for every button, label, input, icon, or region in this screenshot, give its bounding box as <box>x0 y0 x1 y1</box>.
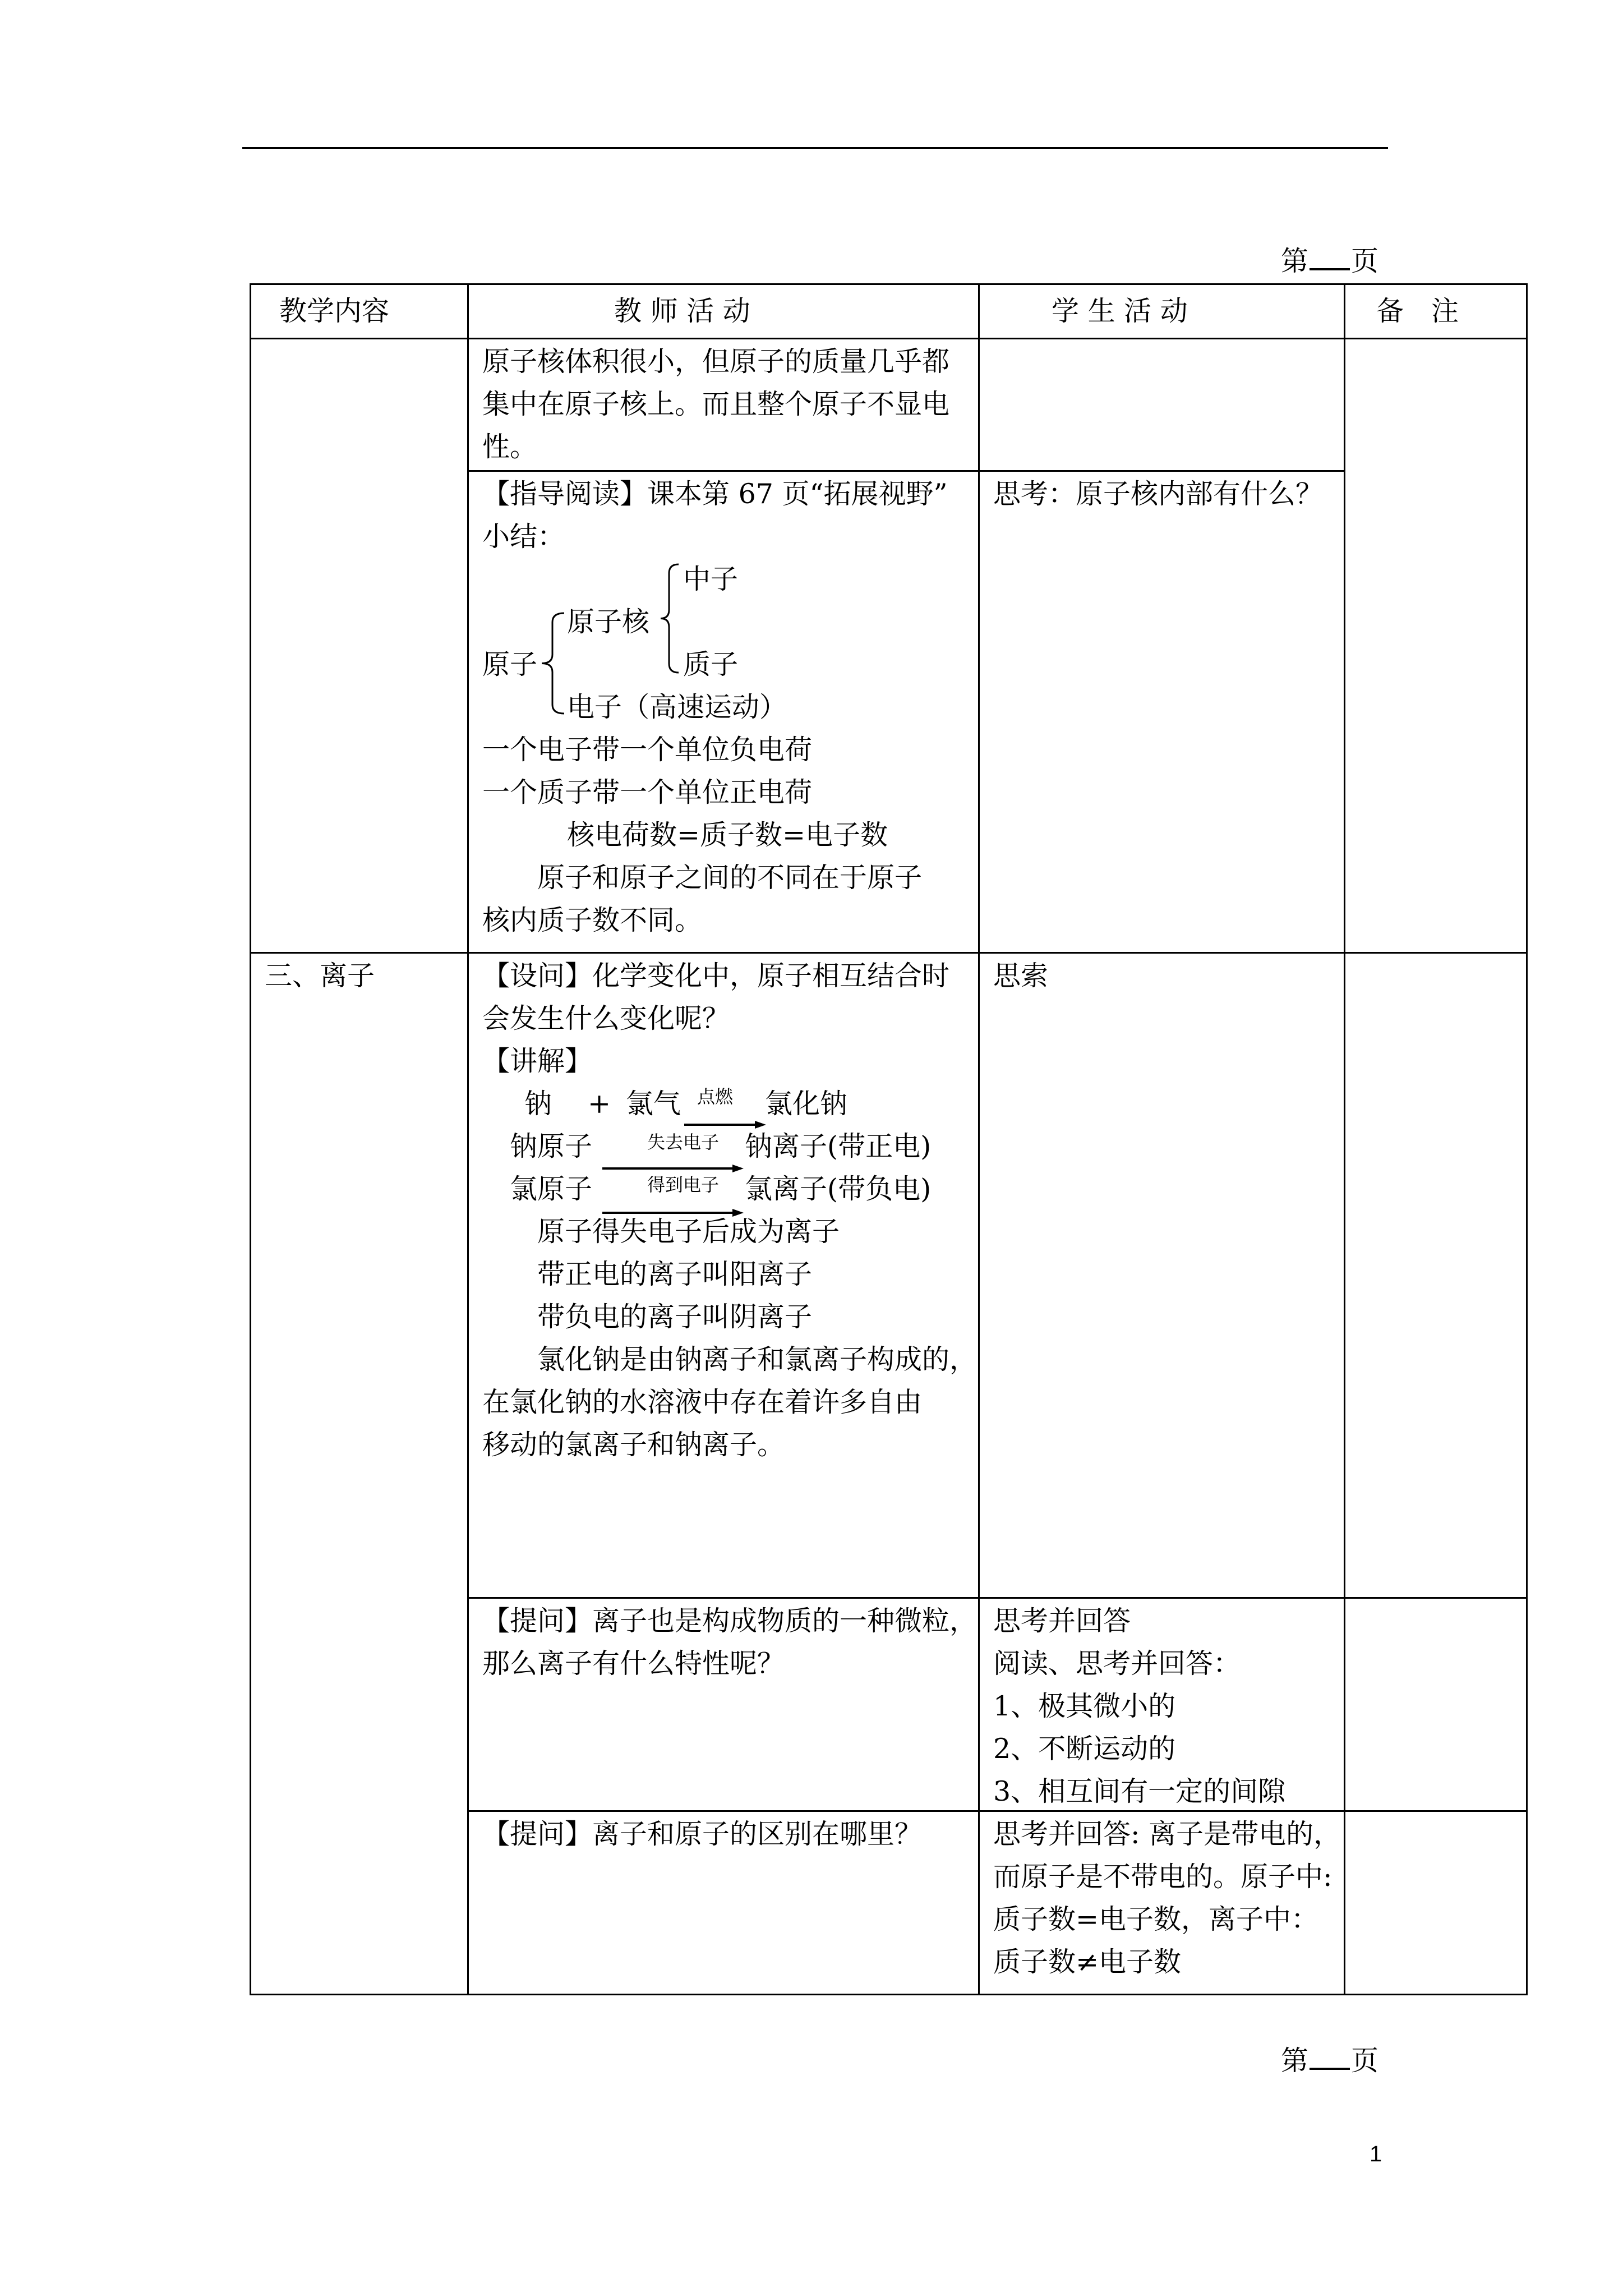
text-line: 思索 <box>993 960 1049 992</box>
text-line: 核电荷数=质子数=电子数 <box>567 819 888 851</box>
teacher-cell-ion-difference <box>469 1812 980 1995</box>
sodium-ion-label: 钠离子(带正电) <box>745 1130 932 1162</box>
text-line: 小结： <box>482 521 565 553</box>
text-line: 在氯化钠的水溶液中存在着许多自由 <box>482 1386 923 1418</box>
page-label-bottom <box>1281 2040 1378 2082</box>
text-line: 原子和原子之间的不同在于原子 <box>537 862 923 894</box>
student-cell-ion-properties <box>980 1599 1345 1812</box>
text-line: 质子数=电子数，离子中： <box>993 1903 1319 1935</box>
text-line: 【设问】化学变化中，原子相互结合时 <box>482 960 950 992</box>
atom-structure-diagram <box>482 558 974 729</box>
content-cell-ion <box>251 954 469 1995</box>
header-teaching-content: 教学内容 <box>251 285 469 339</box>
plus-sign: + <box>588 1088 611 1120</box>
header-notes: 备 注 <box>1345 285 1528 339</box>
teacher-cell-ion-properties <box>469 1599 980 1812</box>
teacher-cell-ion-explanation <box>469 954 980 1599</box>
text-line: 带负电的离子叫阴离子 <box>537 1301 813 1333</box>
text-line: 会发生什么变化呢？ <box>482 1002 730 1034</box>
page-label-suffix: 页 <box>1351 2045 1379 2077</box>
header-student-activity: 学 生 活 动 <box>980 285 1345 339</box>
student-cell-atom-intro <box>980 339 1345 472</box>
page-number: 1 <box>1370 2142 1382 2166</box>
text-line: 1、极其微小的 <box>993 1690 1176 1722</box>
proton-label: 质子 <box>683 648 739 680</box>
header-rule <box>242 147 1388 149</box>
text-line: 【提问】离子也是构成物质的一种微粒， <box>482 1605 978 1637</box>
student-cell-ion-difference <box>980 1812 1345 1995</box>
text-line: 阅读、思考并回答： <box>993 1648 1241 1680</box>
text-line: 带正电的离子叫阳离子 <box>537 1258 813 1290</box>
student-cell-atom-structure <box>980 472 1345 954</box>
page-label-prefix: 第 <box>1281 245 1309 277</box>
gain-electron-label: 得到电子 <box>647 1174 719 1195</box>
sodium-ionization <box>482 1125 974 1168</box>
section-title: 三、离子 <box>265 960 375 992</box>
product-sodium-chloride: 氯化钠 <box>765 1088 848 1120</box>
nucleus-label: 原子核 <box>567 606 650 638</box>
sodium-atom-label: 钠原子 <box>510 1130 593 1162</box>
reactant-sodium: 钠 <box>524 1088 552 1120</box>
notes-cell-ion-properties <box>1345 1599 1528 1812</box>
ionization-arrow-icon <box>602 1206 744 1220</box>
page-label-top <box>1281 240 1378 283</box>
neutron-label: 中子 <box>683 563 739 595</box>
text-line: 原子核体积很小，但原子的质量几乎都 <box>482 346 950 378</box>
text-line: 氯化钠是由钠离子和氯离子构成的， <box>537 1343 978 1375</box>
text-line: 那么离子有什么特性呢？ <box>482 1648 785 1680</box>
atom-label: 原子 <box>482 648 538 680</box>
text-line: 3、相互间有一定的间隙 <box>993 1775 1286 1807</box>
lesson-plan-table <box>250 283 1528 1995</box>
teacher-cell-atom-structure <box>469 472 980 954</box>
chlorine-ionization <box>482 1168 974 1211</box>
text-line: 一个电子带一个单位负电荷 <box>482 734 813 766</box>
header-teacher-activity: 教 师 活 动 <box>469 285 980 339</box>
reaction-equation <box>482 1083 974 1125</box>
notes-cell-atom <box>1345 339 1528 954</box>
text-line: 【指导阅读】课本第 67 页“拓展视野” <box>482 478 948 510</box>
page-label-suffix: 页 <box>1351 245 1379 277</box>
page-label-prefix: 第 <box>1281 2045 1309 2077</box>
text-line: 思考并回答: 离子是带电的， <box>993 1818 1341 1850</box>
text-line: 【讲解】 <box>482 1045 593 1077</box>
page-number-blank <box>1310 243 1350 270</box>
text-line: 思考并回答 <box>993 1605 1131 1637</box>
content-cell-atom <box>251 339 469 954</box>
text-line: 原子得失电子后成为离子 <box>537 1216 840 1248</box>
chloride-ion-label: 氯离子(带负电) <box>745 1173 932 1205</box>
student-cell-ion-explanation <box>980 954 1345 1599</box>
reactant-chlorine: 氯气 <box>626 1088 681 1120</box>
text-line: 【提问】离子和原子的区别在哪里？ <box>482 1818 923 1850</box>
text-line: 移动的氯离子和钠离子。 <box>482 1429 785 1461</box>
notes-cell-ion-difference <box>1345 1812 1528 1995</box>
electron-label: 电子（高速运动） <box>567 691 787 723</box>
text-line: 核内质子数不同。 <box>482 904 703 936</box>
text-line: 集中在原子核上。而且整个原子不显电 <box>482 388 950 420</box>
text-line: 性。 <box>482 431 538 463</box>
page-number-blank <box>1310 2043 1350 2070</box>
text-line: 思考：原子核内部有什么？ <box>993 478 1324 510</box>
text-line: 而原子是不带电的。原子中: <box>993 1861 1332 1893</box>
text-line: 2、不断运动的 <box>993 1733 1176 1765</box>
atom-brace-icon <box>541 612 564 715</box>
text-line: 质子数≠电子数 <box>993 1946 1182 1978</box>
notes-cell-ion-explanation <box>1345 954 1528 1599</box>
reaction-condition: 点燃 <box>697 1086 733 1107</box>
chlorine-atom-label: 氯原子 <box>510 1173 593 1205</box>
nucleus-brace-icon <box>660 563 679 674</box>
text-line: 一个质子带一个单位正电荷 <box>482 776 813 808</box>
teacher-cell-atom-intro <box>469 339 980 472</box>
lose-electron-label: 失去电子 <box>647 1131 719 1153</box>
